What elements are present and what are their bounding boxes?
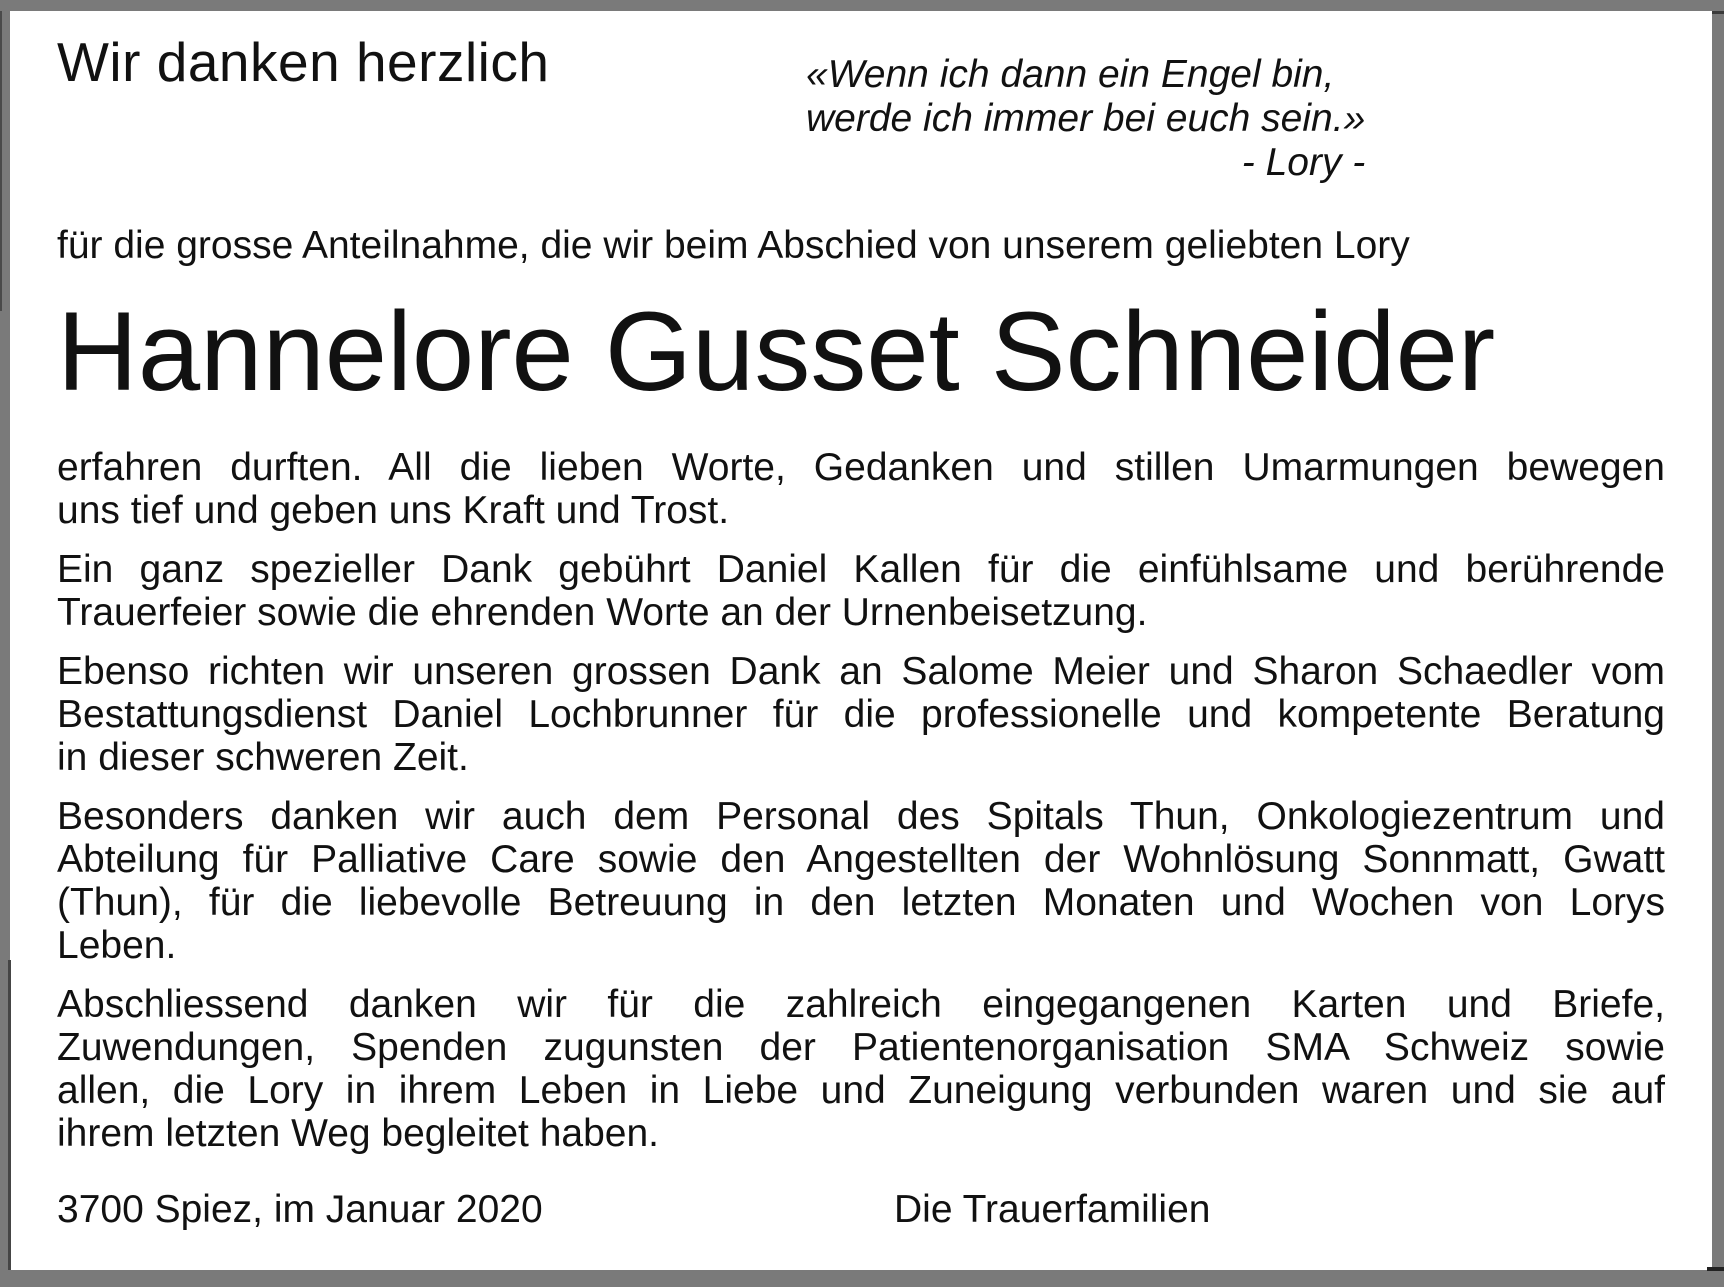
thanks-paragraph bbox=[57, 795, 1665, 967]
obituary-header bbox=[57, 31, 1665, 184]
thanks-paragraph bbox=[57, 446, 1665, 532]
paragraph-line: erfahren durften. All die lieben Worte, Gedanken und stillen Umarmungen bewegen bbox=[57, 446, 1665, 489]
paragraph-line: Trauerfeier sowie die ehrenden Worte an der Urnenbeisetzung. bbox=[57, 591, 1148, 634]
paragraph-line: uns tief und geben uns Kraft und Trost. bbox=[57, 489, 730, 532]
paragraph-line: ihrem letzten Weg begleitet haben. bbox=[57, 1112, 659, 1155]
paragraph-line: Bestattungsdienst Daniel Lochbrunner für die professionelle und kompetente Beratung bbox=[57, 693, 1665, 736]
paragraph-line: Abschliessend danken wir für die zahlreich eingegangenen Karten und Briefe, bbox=[57, 983, 1665, 1026]
mourning-family-signature: Die Trauerfamilien bbox=[894, 1188, 1211, 1231]
place-date: 3700 Spiez, im Januar 2020 bbox=[57, 1188, 543, 1231]
obituary-page bbox=[10, 11, 1712, 1270]
paragraph-line: Leben. bbox=[57, 924, 177, 967]
obituary-footer bbox=[57, 1188, 1665, 1231]
intro-line: für die grosse Anteilnahme, die wir beim Abschied von unserem geliebten Lory bbox=[57, 224, 1410, 267]
scan-edge-artifact bbox=[1712, 11, 1724, 14]
page-title: Wir danken herzlich bbox=[57, 31, 550, 93]
scan-edge-artifact bbox=[0, 11, 2, 311]
deceased-name: Hannelore Gusset Schneider bbox=[57, 289, 1496, 414]
quote-line: werde ich immer bei euch sein.» bbox=[806, 97, 1366, 140]
paragraph-line: Besonders danken wir auch dem Personal des Spitals Thun, Onkologiezentrum und bbox=[57, 795, 1665, 838]
scan-edge-artifact bbox=[8, 960, 11, 1270]
thanks-paragraphs bbox=[57, 446, 1665, 1155]
quote-attribution: - Lory - bbox=[1241, 141, 1366, 184]
quote-line: «Wenn ich dann ein Engel bin, bbox=[806, 53, 1335, 96]
paragraph-line: allen, die Lory in ihrem Leben in Liebe und Zuneigung verbunden waren und sie auf bbox=[57, 1069, 1665, 1112]
paragraph-line: Abteilung für Palliative Care sowie den Angestellten der Wohnlösung Sonnmatt, Gwatt bbox=[57, 838, 1665, 881]
paragraph-line: Zuwendungen, Spenden zugunsten der Patientenorganisation SMA Schweiz sowie bbox=[57, 1026, 1665, 1069]
thanks-paragraph bbox=[57, 650, 1665, 779]
thanks-paragraph bbox=[57, 548, 1665, 634]
paragraph-line: in dieser schweren Zeit. bbox=[57, 736, 469, 779]
paragraph-line: Ebenso richten wir unseren grossen Dank an Salome Meier und Sharon Schaedler vom bbox=[57, 650, 1665, 693]
scan-edge-artifact bbox=[1707, 1267, 1724, 1271]
memorial-quote bbox=[806, 53, 1365, 185]
paragraph-line: Ein ganz spezieller Dank gebührt Daniel Kallen für die einfühlsame und berührende bbox=[57, 548, 1665, 591]
paragraph-line: (Thun), für die liebevolle Betreuung in den letzten Monaten und Wochen von Lorys bbox=[57, 881, 1665, 924]
thanks-paragraph bbox=[57, 983, 1665, 1155]
